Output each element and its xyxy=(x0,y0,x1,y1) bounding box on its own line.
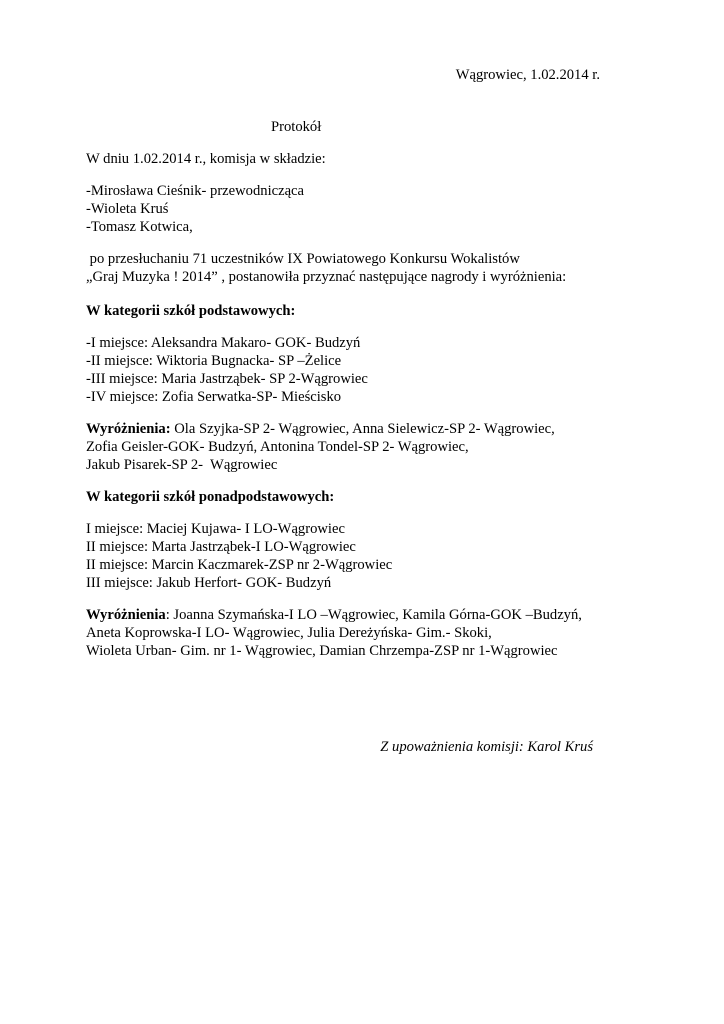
primary-distinctions xyxy=(86,420,555,438)
secondary-place: II miejsce: Marcin Kaczmarek-ZSP nr 2-Wągrowiec xyxy=(86,557,393,573)
distinctions-label: Wyróżnienia xyxy=(86,607,166,623)
document-title: Protokół xyxy=(271,119,322,135)
secondary-distinctions-line: Aneta Koprowska-I LO- Wągrowiec, Julia Dereżyńska- Gim.- Skoki, xyxy=(86,625,492,641)
statement-line: „Graj Muzyka ! 2014” , postanowiła przyznać następujące nagrody i wyróżnienia: xyxy=(86,269,567,285)
committee-member: -Tomasz Kotwica, xyxy=(86,219,193,235)
secondary-place: II miejsce: Marta Jastrząbek-I LO-Wągrowiec xyxy=(86,539,356,555)
primary-place: -III miejsce: Maria Jastrząbek- SP 2-Wągrowiec xyxy=(86,371,368,387)
secondary-distinctions xyxy=(86,606,582,624)
secondary-place: I miejsce: Maciej Kujawa- I LO-Wągrowiec xyxy=(86,521,345,537)
primary-place: -II miejsce: Wiktoria Bugnacka- SP –Żelice xyxy=(86,353,342,369)
signature: Z upoważnienia komisji: Karol Kruś xyxy=(380,739,593,755)
primary-distinctions-line: Zofia Geisler-GOK- Budzyń, Antonina Tondel-SP 2- Wągrowiec, xyxy=(86,439,469,455)
committee-member: -Wioleta Kruś xyxy=(86,201,169,217)
primary-distinctions-line: Jakub Pisarek-SP 2- Wągrowiec xyxy=(86,457,278,473)
statement-line: po przesłuchaniu 71 uczestników IX Powiatowego Konkursu Wokalistów xyxy=(86,251,520,267)
secondary-heading: W kategorii szkół ponadpodstawowych: xyxy=(86,489,335,505)
place-date: Wągrowiec, 1.02.2014 r. xyxy=(455,67,600,83)
distinctions-text: : Joanna Szymańska-I LO –Wągrowiec, Kamila Górna-GOK –Budzyń, xyxy=(165,607,582,623)
primary-place: -IV miejsce: Zofia Serwatka-SP- Mieścisko xyxy=(86,389,342,405)
intro-line: W dniu 1.02.2014 r., komisja w składzie: xyxy=(86,151,326,167)
distinctions-text: Ola Szyjka-SP 2- Wągrowiec, Anna Sielewicz-SP 2- Wągrowiec, xyxy=(170,421,555,437)
secondary-place: III miejsce: Jakub Herfort- GOK- Budzyń xyxy=(86,575,332,591)
distinctions-label: Wyróżnienia: xyxy=(86,421,171,437)
primary-heading: W kategorii szkół podstawowych: xyxy=(86,303,296,319)
secondary-distinctions-line: Wioleta Urban- Gim. nr 1- Wągrowiec, Damian Chrzempa-ZSP nr 1-Wągrowiec xyxy=(86,643,558,659)
committee-member: -Mirosława Cieśnik- przewodnicząca xyxy=(86,183,305,199)
primary-place: -I miejsce: Aleksandra Makaro- GOK- Budzyń xyxy=(86,335,361,351)
